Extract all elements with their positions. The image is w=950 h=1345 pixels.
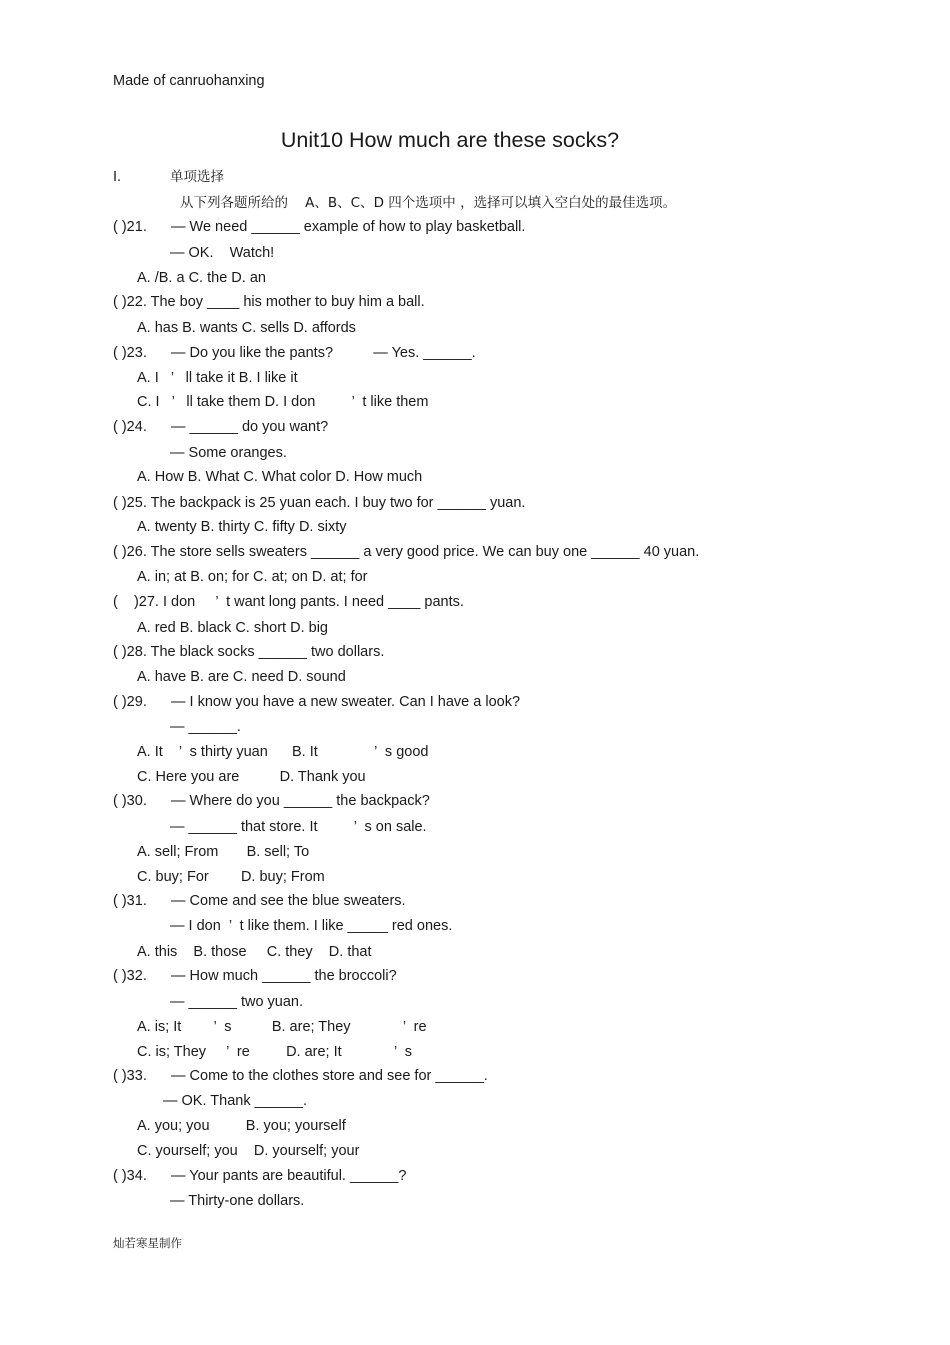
options-line: A. I ’ ll take it B. I like it [137,370,298,386]
options-line: A. you; you B. you; yourself [137,1118,346,1134]
options-line: C. buy; For D. buy; From [137,869,325,885]
question-31: ( )31. — Come and see the blue sweaters. [113,893,406,909]
options-line: C. Here you are D. Thank you [137,769,366,785]
page-footer: 灿若寒星制作 [113,1236,182,1250]
options-line: A. has B. wants C. sells D. affords [137,320,356,336]
section-instruction: 从下列各题所给的 A、B、C、D 四个选项中 ，选择可以填入空白处的最佳选项。 [180,195,677,211]
question-28: ( )28. The black socks ______ two dollars. [113,644,385,660]
options-line: C. I ’ ll take them D. I don ’ t like them [137,394,429,410]
options-line: A. is; It ’ s B. are; They ’ re [137,1019,427,1035]
options-line: A. twenty B. thirty C. fifty D. sixty [137,519,347,535]
question-23: ( )23. — Do you like the pants? — Yes. ______. [113,345,476,361]
question-30: ( )30. — Where do you ______ the backpack? [113,793,430,809]
answer-line: — Thirty-one dollars. [170,1193,305,1209]
options-line: A. red B. black C. short D. big [137,620,328,636]
question-26: ( )26. The store sells sweaters ______ a very good price. We can buy one ______ 40 yuan. [113,544,700,560]
options-line: A. sell; From B. sell; To [137,844,310,860]
options-line: C. is; They ’ re D. are; It ’ s [137,1044,413,1060]
section-number: I. [113,169,122,185]
answer-line: — OK. Watch! [170,245,275,261]
answer-line: — OK. Thank ______. [163,1093,308,1109]
page-header: Made of canruohanxing [113,73,265,89]
question-24: ( )24. — ______ do you want? [113,419,329,435]
question-27: ( )27. I don ’ t want long pants. I need ____ pants. [113,594,464,610]
options-line: A. /B. a C. the D. an [137,270,266,286]
page-title: Unit10 How much are these socks? [280,128,620,152]
options-line: A. How B. What C. What color D. How much [137,469,423,485]
question-25: ( )25. The backpack is 25 yuan each. I buy two for ______ yuan. [113,495,526,511]
options-line: A. have B. are C. need D. sound [137,669,346,685]
answer-line: — Some oranges. [170,445,287,461]
question-21: ( )21. — We need ______ example of how to play basketball. [113,219,526,235]
answer-line: — ______ that store. It ’ s on sale. [170,819,427,835]
options-line: A. this B. those C. they D. that [137,944,372,960]
options-line: A. in; at B. on; for C. at; on D. at; for [137,569,368,585]
question-29: ( )29. — I know you have a new sweater. Can I have a look? [113,694,521,710]
question-34: ( )34. — Your pants are beautiful. ______? [113,1168,407,1184]
options-line: C. yourself; you D. yourself; your [137,1143,360,1159]
answer-line: — ______ two yuan. [170,994,304,1010]
answer-line: — I don ’ t like them. I like _____ red ones. [170,918,453,934]
options-line: A. It ’ s thirty yuan B. It ’ s good [137,744,429,760]
question-22: ( )22. The boy ____ his mother to buy him a ball. [113,294,425,310]
question-33: ( )33. — Come to the clothes store and see for ______. [113,1068,488,1084]
question-32: ( )32. — How much ______ the broccoli? [113,968,397,984]
answer-line: — ______. [170,719,241,735]
section-heading: 单项选择 [170,169,224,185]
